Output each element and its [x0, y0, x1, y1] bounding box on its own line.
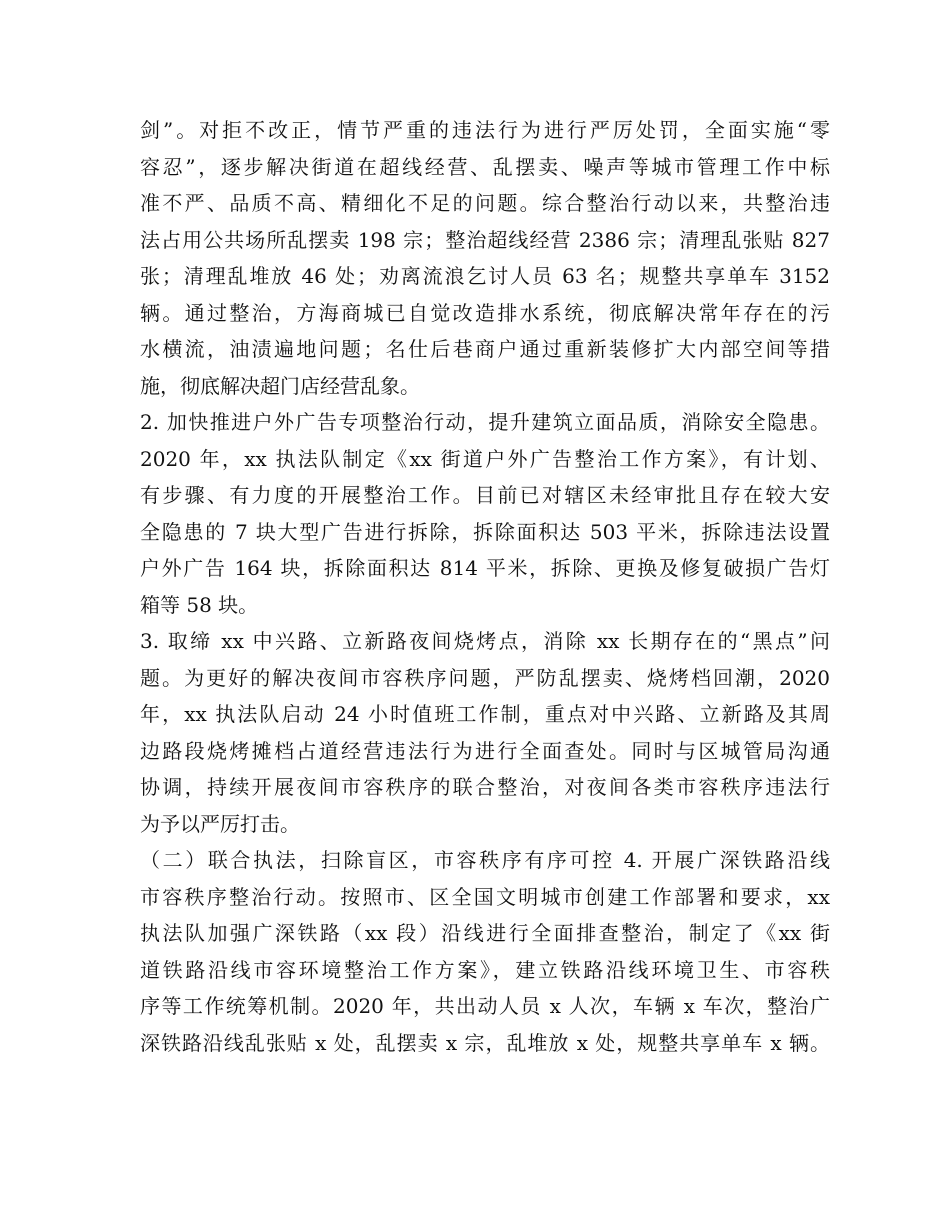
text-line: 容忍”，逐步解决街道在超线经营、乱摆卖、噪声等城市管理工作中标 — [140, 154, 830, 179]
text-line: 水横流，油渍遍地问题；名仕后巷商户通过重新装修扩大内部空间等措 — [140, 337, 830, 361]
text-line: 箱等 58 块。 — [140, 592, 259, 617]
text-line: 边路段烧烤摊档占道经营违法行为进行全面查处。同时与区城管局沟通 — [140, 738, 830, 763]
text-line: （二）联合执法，扫除盲区，市容秩序有序可控 4. 开展广深铁路沿线 — [140, 848, 830, 872]
text-line: 执法队加强广深铁路（xx 段）沿线进行全面排查整治，制定了《xx 街 — [140, 921, 830, 945]
text-line: 准不严、品质不高、精细化不足的问题。综合整治行动以来，共整治违 — [140, 191, 830, 215]
text-line: 2020 年，xx 执法队制定《xx 街道户外广告整治工作方案》，有计划、 — [140, 446, 830, 471]
text-line: 张；清理乱堆放 46 处；劝离流浪乞讨人员 63 名；规整共享单车 3152 — [140, 264, 830, 288]
text-line: 剑”。对拒不改正，情节严重的违法行为进行严厉处罚，全面实施“零 — [140, 118, 830, 142]
body-text — [140, 112, 830, 1061]
text-line: 市容秩序整治行动。按照市、区全国文明城市创建工作部署和要求，xx — [140, 884, 830, 909]
text-line: 3. 取缔 xx 中兴路、立新路夜间烧烤点，消除 xx 长期存在的“黑点”问 — [140, 629, 830, 653]
text-line: 施，彻底解决超门店经营乱象。 — [140, 373, 420, 398]
text-line: 户外广告 164 块，拆除面积达 814 平米，拆除、更换及修复破损广告灯 — [140, 556, 830, 580]
text-line: 题。为更好的解决夜间市容秩序问题，严防乱摆卖、烧烤档回潮，2020 — [140, 665, 830, 690]
text-line: 法占用公共场所乱摆卖 198 宗；整治超线经营 2386 宗；清理乱张贴 827 — [140, 227, 830, 252]
text-line: 为予以严厉打击。 — [140, 811, 300, 836]
text-line: 深铁路沿线乱张贴 x 处，乱摆卖 x 宗，乱堆放 x 处，规整共享单车 x 辆。 — [140, 1030, 830, 1055]
text-line: 年，xx 执法队启动 24 小时值班工作制，重点对中兴路、立新路及其周 — [140, 702, 830, 726]
text-line: 序等工作统筹机制。2020 年，共出动人员 x 人次，车辆 x 车次，整治广 — [140, 994, 830, 1018]
text-line: 协调，持续开展夜间市容秩序的联合整治，对夜间各类市容秩序违法行 — [140, 775, 830, 799]
text-line: 有步骤、有力度的开展整治工作。目前已对辖区未经审批且存在较大安 — [140, 483, 830, 507]
text-line: 道铁路沿线市容环境整治工作方案》，建立铁路沿线环境卫生、市容秩 — [140, 957, 830, 982]
text-line: 全隐患的 7 块大型广告进行拆除，拆除面积达 503 平米，拆除违法设置 — [140, 519, 830, 544]
text-line: 辆。通过整治，方海商城已自觉改造排水系统，彻底解决常年存在的污 — [140, 300, 830, 325]
text-line: 2. 加快推进户外广告专项整治行动，提升建筑立面品质，消除安全隐患。 — [140, 410, 830, 434]
